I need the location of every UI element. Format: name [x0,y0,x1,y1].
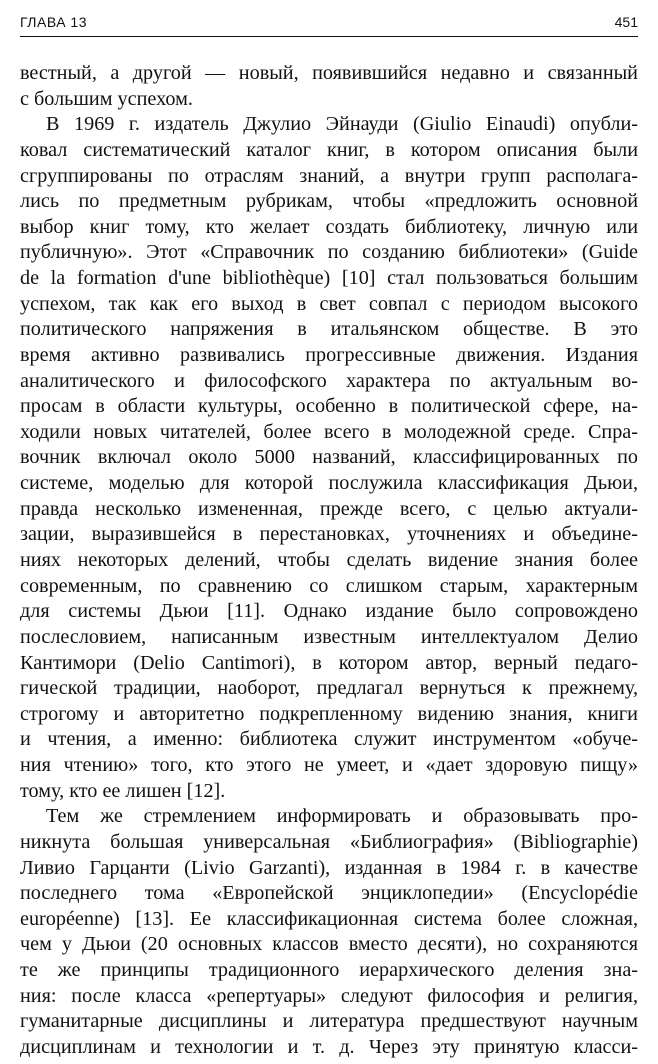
text-line: правда несколько измененная, прежде всего, с целью актуали- [20,497,638,520]
text-line: современным, по сравнению со слишком старым, характерным [20,574,638,597]
text-line: de la formation d'une bibliothèque) [10] стал пользоваться большим [20,267,638,290]
chapter-label: ГЛАВА 13 [20,14,87,30]
text-line: ходили новых читателей, более всего в молодежной среде. Спра- [20,420,638,443]
text-line: В 1969 г. издатель Джулио Эйнауди (Giulio Einaudi) опубли- [46,113,638,136]
text-line: вестный, а другой — новый, появившийся недавно и связанный [20,62,638,84]
text-line: системе, моделью для которой послужила классификация Дьюи, [20,472,638,495]
text-line: послесловием, написанным известным интеллектуалом Делио [20,625,638,648]
text-line: последнего тома «Европейской энциклопедии» (Encyclopédie [20,882,638,905]
header-rule [20,36,638,37]
text-line: Тем же стремлением информировать и образовывать про- [46,805,638,828]
text-line: успехом, так как его выход в свет совпал с периодом высокого [20,292,638,315]
text-line: политического напряжения в итальянском обществе. В это [20,318,638,341]
text-line: и чтения, а именно: библиотека служит инструментом «обуче- [20,728,638,751]
text-line: лись по предметным рубрикам, чтобы «предложить основной [20,190,638,213]
text-line: чем у Дьюи (20 основных классов вместо десяти), но сохраняются [20,933,638,956]
text-line: européenne) [13]. Ее классификационная система более сложная, [20,907,638,930]
text-line: публичную». Этот «Справочник по созданию библиотеки» (Guide [20,241,638,264]
text-line: Ливио Гарцанти (Livio Garzanti), изданная в 1984 г. в качестве [20,856,638,879]
text-line: те же принципы традиционного иерархического деления зна- [20,959,638,982]
text-line: время активно развивались прогрессивные движения. Издания [20,343,638,366]
text-line: гической традиции, наоборот, предлагал вернуться к прежнему, [20,677,638,700]
text-line: ковал систематический каталог книг, в котором описания были [20,138,638,161]
text-line: гуманитарные дисциплины и литература предшествуют научным [20,1010,638,1033]
running-header [20,14,638,34]
text-line: тому, кто ее лишен [12]. [20,779,226,802]
text-line: сгруппированы по отраслям знаний, а внутри групп располага- [20,164,638,187]
text-line: строгому и авторитетно подкрепленному видению знания, книги [20,702,638,725]
text-line: Кантимори (Delio Cantimori), в котором автор, верный педаго- [20,651,638,674]
text-line: ния чтению» того, кто этого не умеет, и «дает здоровую пищу» [20,754,638,777]
text-line: ния: после класса «репертуары» следуют философия и религия, [20,984,638,1007]
text-line: никнута большая универсальная «Библиография» (Bibliographie) [20,830,638,853]
text-line: с большим успехом. [20,87,193,110]
text-line: дисциплинам и технологии и т. д. Через эту принятую класси- [20,1036,638,1058]
text-line: ниях некоторых делений, чтобы сделать видение знания более [20,549,638,571]
page-number: 451 [614,14,638,30]
text-line: для системы Дьюи [11]. Однако издание было сопровождено [20,600,638,623]
text-line: просам в области культуры, особенно в политической сфере, на- [20,395,638,418]
text-line: аналитического и философского характера по актуальным во- [20,369,638,392]
text-line: вочник включал около 5000 названий, классифицированных по [20,446,638,469]
text-line: выбор книг тому, кто желает создать библиотеку, личную или [20,215,638,238]
text-line: зации, выразившейся в перестановках, уточнениях и объедине- [20,523,638,546]
